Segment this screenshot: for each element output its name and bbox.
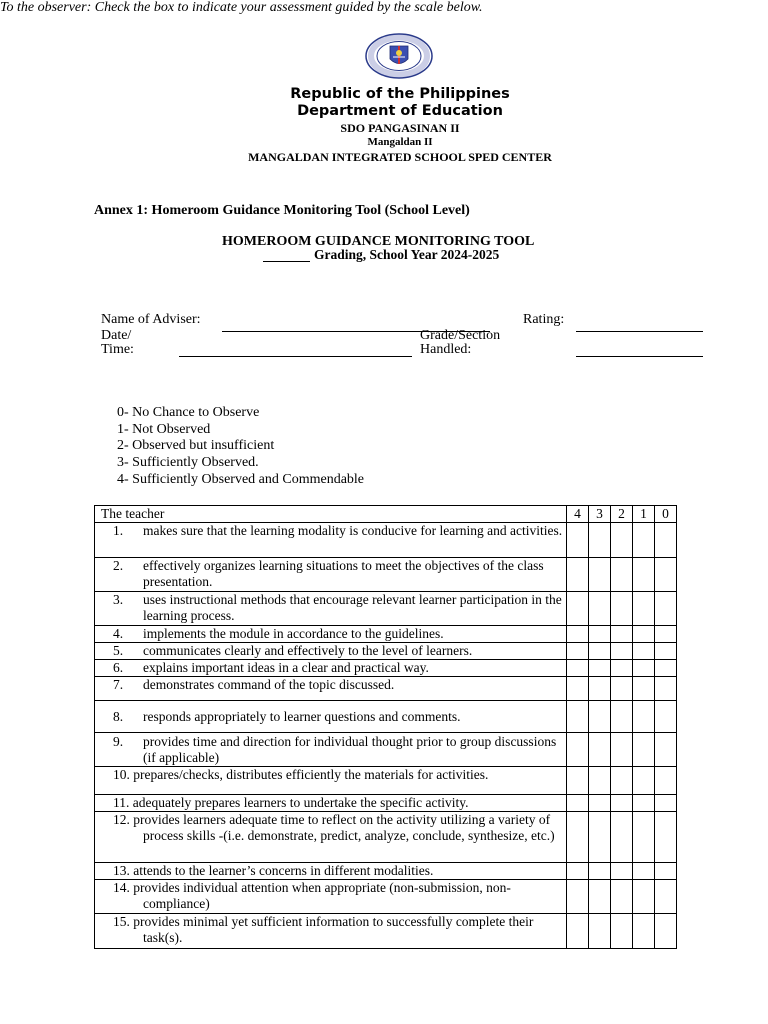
criterion-text: demonstrates command of the topic discussed. xyxy=(143,677,395,692)
criterion-cell xyxy=(95,795,567,812)
annex-title: Annex 1: Homeroom Guidance Monitoring Tool (School Level) xyxy=(94,203,470,218)
header-school: MANGALDAN INTEGRATED SCHOOL SPED CENTER xyxy=(248,150,552,164)
rating-checkbox-1[interactable] xyxy=(633,558,655,592)
scale-item-0: 0- No Chance to Observe xyxy=(117,405,260,420)
date-time-field[interactable] xyxy=(179,356,412,357)
rating-checkbox-2[interactable] xyxy=(611,626,633,643)
rating-checkbox-1[interactable] xyxy=(633,863,655,880)
criterion-number: 2. xyxy=(113,558,124,573)
criterion-text: effectively organizes learning situations to meet the objectives of the class presentation. xyxy=(143,558,544,589)
criterion-cell xyxy=(95,643,567,660)
rating-checkbox-0[interactable] xyxy=(655,733,677,767)
rating-checkbox-1[interactable] xyxy=(633,523,655,558)
criterion-cell xyxy=(95,523,567,558)
table-row xyxy=(95,643,677,660)
rating-checkbox-1[interactable] xyxy=(633,701,655,733)
rating-checkbox-4[interactable] xyxy=(567,643,589,660)
criterion-text: prepares/checks, distributes efficiently the materials for activities. xyxy=(133,767,489,782)
criterion-number: 3. xyxy=(113,592,124,607)
rating-checkbox-2[interactable] xyxy=(611,795,633,812)
rating-checkbox-2[interactable] xyxy=(611,558,633,592)
grade-section-label: Grade/Section xyxy=(420,328,501,343)
rating-checkbox-2[interactable] xyxy=(611,592,633,626)
criterion-cell xyxy=(95,880,567,914)
header-district: Mangaldan II xyxy=(367,136,433,148)
criterion-cell xyxy=(95,733,567,767)
criterion-text: communicates clearly and effectively to the level of learners. xyxy=(143,643,473,658)
rating-checkbox-4[interactable] xyxy=(567,701,589,733)
column-header-0: 0 xyxy=(655,506,677,523)
criterion-cell xyxy=(95,767,567,795)
rating-checkbox-1[interactable] xyxy=(633,677,655,701)
rating-checkbox-4[interactable] xyxy=(567,812,589,863)
column-header-3: 3 xyxy=(589,506,611,523)
criterion-number: 13. xyxy=(113,863,130,878)
rating-checkbox-3[interactable] xyxy=(589,558,611,592)
rating-checkbox-4[interactable] xyxy=(567,880,589,914)
rating-label: Rating: xyxy=(523,312,565,327)
rating-checkbox-4[interactable] xyxy=(567,592,589,626)
table-row xyxy=(95,914,677,949)
deped-seal-logo xyxy=(364,33,434,79)
table-row xyxy=(95,863,677,880)
criterion-text: provides individual attention when appropriate (non-submission, non-compliance) xyxy=(133,880,511,911)
criterion-number: 4. xyxy=(113,626,124,641)
rating-checkbox-4[interactable] xyxy=(567,523,589,558)
table-row xyxy=(95,733,677,767)
criterion-number: 10. xyxy=(113,767,130,782)
rating-checkbox-3[interactable] xyxy=(589,812,611,863)
rating-checkbox-1[interactable] xyxy=(633,880,655,914)
grading-blank-line[interactable] xyxy=(263,261,310,262)
criterion-number: 11. xyxy=(113,795,130,810)
table-row xyxy=(95,626,677,643)
header-department: Department of Education xyxy=(297,103,503,119)
rating-checkbox-3[interactable] xyxy=(589,592,611,626)
rating-checkbox-4[interactable] xyxy=(567,767,589,795)
rating-checkbox-4[interactable] xyxy=(567,558,589,592)
rating-checkbox-0[interactable] xyxy=(655,677,677,701)
header-republic: Republic of the Philippines xyxy=(290,86,510,102)
tool-title: HOMEROOM GUIDANCE MONITORING TOOL xyxy=(222,234,535,249)
monitoring-table xyxy=(94,505,677,949)
rating-checkbox-2[interactable] xyxy=(611,812,633,863)
table-row xyxy=(95,592,677,626)
criterion-cell xyxy=(95,701,567,733)
criterion-text: provides learners adequate time to reflect on the activity utilizing a variety of process skills -(i.e. demonstrate, predict, analyze, conclude, synthesize, etc.) xyxy=(133,812,555,843)
criterion-text: responds appropriately to learner questions and comments. xyxy=(143,708,461,724)
column-header-2: 2 xyxy=(611,506,633,523)
rating-checkbox-3[interactable] xyxy=(589,795,611,812)
rating-checkbox-2[interactable] xyxy=(611,863,633,880)
criterion-number: 5. xyxy=(113,643,124,658)
rating-checkbox-2[interactable] xyxy=(611,677,633,701)
rating-checkbox-4[interactable] xyxy=(567,795,589,812)
rating-checkbox-3[interactable] xyxy=(589,914,611,949)
criterion-cell xyxy=(95,914,567,949)
criterion-number: 15. xyxy=(113,914,130,929)
criterion-text: implements the module in accordance to the guidelines. xyxy=(143,626,444,641)
criterion-text: explains important ideas in a clear and practical way. xyxy=(143,660,429,675)
scale-item-4: 4- Sufficiently Observed and Commendable xyxy=(117,472,365,487)
rating-checkbox-4[interactable] xyxy=(567,733,589,767)
rating-checkbox-2[interactable] xyxy=(611,701,633,733)
rating-checkbox-0[interactable] xyxy=(655,592,677,626)
criterion-number: 1. xyxy=(113,523,124,538)
rating-checkbox-4[interactable] xyxy=(567,677,589,701)
rating-checkbox-1[interactable] xyxy=(633,660,655,677)
rating-checkbox-0[interactable] xyxy=(655,558,677,592)
criterion-cell xyxy=(95,812,567,863)
rating-checkbox-1[interactable] xyxy=(633,592,655,626)
table-header-teacher: The teacher xyxy=(95,506,567,523)
time-label: Time: xyxy=(101,342,134,357)
rating-field[interactable] xyxy=(576,331,703,332)
criterion-number: 12. xyxy=(113,812,130,827)
table-row xyxy=(95,767,677,795)
rating-checkbox-3[interactable] xyxy=(589,701,611,733)
rating-checkbox-3[interactable] xyxy=(589,643,611,660)
criterion-cell xyxy=(95,626,567,643)
criterion-number: 8. xyxy=(113,708,124,724)
rating-checkbox-1[interactable] xyxy=(633,733,655,767)
criterion-number: 7. xyxy=(113,677,124,692)
scale-item-2: 2- Observed but insufficient xyxy=(117,438,275,453)
rating-checkbox-0[interactable] xyxy=(655,643,677,660)
criterion-number: 6. xyxy=(113,660,124,675)
table-row xyxy=(95,795,677,812)
rating-checkbox-4[interactable] xyxy=(567,863,589,880)
criterion-cell xyxy=(95,592,567,626)
rating-checkbox-3[interactable] xyxy=(589,626,611,643)
rating-checkbox-0[interactable] xyxy=(655,795,677,812)
rating-checkbox-1[interactable] xyxy=(633,626,655,643)
rating-checkbox-4[interactable] xyxy=(567,914,589,949)
criterion-text: provides minimal yet sufficient information to successfully complete their task(s). xyxy=(133,914,534,945)
rating-checkbox-1[interactable] xyxy=(633,643,655,660)
rating-checkbox-3[interactable] xyxy=(589,767,611,795)
rating-checkbox-0[interactable] xyxy=(655,863,677,880)
scale-item-1: 1- Not Observed xyxy=(117,422,211,437)
rating-checkbox-0[interactable] xyxy=(655,812,677,863)
grade-section-field[interactable] xyxy=(576,356,703,357)
grading-school-year: Grading, School Year 2024-2025 xyxy=(314,247,500,262)
rating-checkbox-2[interactable] xyxy=(611,767,633,795)
criterion-cell xyxy=(95,677,567,701)
observer-instructions: To the observer: Check the box to indicate your assessment guided by the scale below. xyxy=(0,0,483,15)
table-row xyxy=(95,523,677,558)
handled-label: Handled: xyxy=(420,342,472,357)
rating-checkbox-0[interactable] xyxy=(655,914,677,949)
criterion-text: uses instructional methods that encourage relevant learner participation in the learning process. xyxy=(143,592,562,623)
rating-checkbox-3[interactable] xyxy=(589,677,611,701)
rating-checkbox-2[interactable] xyxy=(611,660,633,677)
rating-checkbox-3[interactable] xyxy=(589,660,611,677)
criterion-number: 14. xyxy=(113,880,130,895)
rating-checkbox-1[interactable] xyxy=(633,767,655,795)
criterion-cell xyxy=(95,863,567,880)
rating-checkbox-4[interactable] xyxy=(567,660,589,677)
rating-checkbox-2[interactable] xyxy=(611,523,633,558)
column-header-4: 4 xyxy=(567,506,589,523)
rating-checkbox-1[interactable] xyxy=(633,914,655,949)
rating-checkbox-0[interactable] xyxy=(655,701,677,733)
criterion-text: provides time and direction for individual thought prior to group discussions (if applicable) xyxy=(143,734,557,765)
rating-checkbox-1[interactable] xyxy=(633,812,655,863)
rating-checkbox-2[interactable] xyxy=(611,643,633,660)
rating-checkbox-3[interactable] xyxy=(589,733,611,767)
rating-checkbox-0[interactable] xyxy=(655,523,677,558)
rating-checkbox-0[interactable] xyxy=(655,880,677,914)
rating-checkbox-0[interactable] xyxy=(655,660,677,677)
rating-checkbox-0[interactable] xyxy=(655,626,677,643)
rating-checkbox-2[interactable] xyxy=(611,914,633,949)
table-row xyxy=(95,558,677,592)
rating-checkbox-2[interactable] xyxy=(611,733,633,767)
rating-checkbox-0[interactable] xyxy=(655,767,677,795)
rating-checkbox-2[interactable] xyxy=(611,880,633,914)
table-row xyxy=(95,660,677,677)
rating-checkbox-3[interactable] xyxy=(589,523,611,558)
table-row xyxy=(95,880,677,914)
rating-checkbox-4[interactable] xyxy=(567,626,589,643)
scale-item-3: 3- Sufficiently Observed. xyxy=(117,455,259,470)
header-division: SDO PANGASINAN II xyxy=(340,121,460,135)
date-label: Date/ xyxy=(101,328,132,343)
criterion-cell xyxy=(95,558,567,592)
criterion-cell xyxy=(95,660,567,677)
criterion-text: attends to the learner’s concerns in different modalities. xyxy=(133,863,434,878)
rating-checkbox-3[interactable] xyxy=(589,880,611,914)
adviser-label: Name of Adviser: xyxy=(101,312,201,327)
rating-checkbox-1[interactable] xyxy=(633,795,655,812)
criterion-text: adequately prepares learners to undertake the specific activity. xyxy=(132,795,469,810)
table-row xyxy=(95,812,677,863)
table-row xyxy=(95,677,677,701)
criterion-number: 9. xyxy=(113,734,124,749)
table-row xyxy=(95,701,677,733)
column-header-1: 1 xyxy=(633,506,655,523)
rating-checkbox-3[interactable] xyxy=(589,863,611,880)
criterion-text: makes sure that the learning modality is conducive for learning and activities. xyxy=(143,523,563,538)
